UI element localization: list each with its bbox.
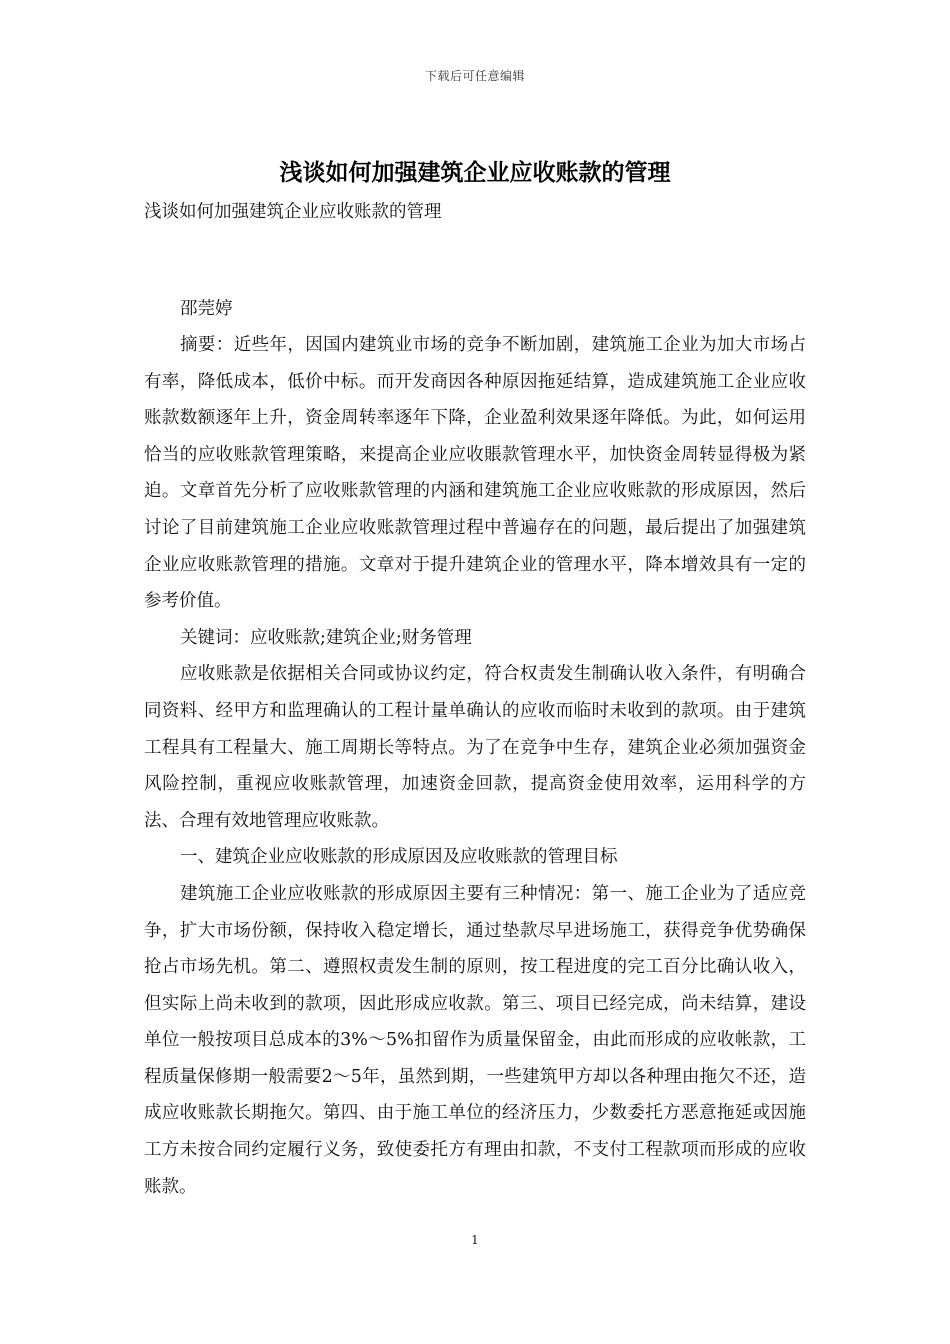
- abstract-paragraph: 摘要：近些年，因国内建筑业市场的竞争不断加剧，建筑施工企业为加大市场占有率，降低成本，低价中标。而开发商因各种原因拖延结算，造成建筑施工企业应收账款数额逐年上升，资金周转率逐年下降，企业盈利效果逐年降低。为此，如何运用恰当的应收账款管理策略，来提高企业应收賬款管理水平，加快资金周转显得极为紧迫。文章首先分析了应收账款管理的内涵和建筑施工企业应收账款的形成原因，然后讨论了目前建筑施工企业应收账款管理过程中普遍存在的问题，最后提出了加强建筑企业应收账款管理的措施。文章对于提升建筑企业的管理水平，降本增效具有一定的参考价值。: [144, 335, 806, 612]
- intro-paragraph: 应收账款是依据相关合同或协议约定，符合权责发生制确认收入条件，有明确合同资料、经甲方和监理确认的工程计量单确认的应收而临时未收到的款项。由于建筑工程具有工程量大、施工周期长等特点。为了在竞争中生存，建筑企业必须加强资金风险控制，重视应收账款管理，加速资金回款，提高资金使用效率，运用科学的方法、合理有效地管理应收账款。: [144, 664, 806, 831]
- document-subtitle: 浅谈如何加强建筑企业应收账款的管理: [144, 202, 442, 222]
- document-body: [144, 197, 806, 1205]
- document-title: 浅谈如何加强建筑企业应收账款的管理: [279, 159, 671, 186]
- section-1-paragraph: 建筑施工企业应收账款的形成原因主要有三种情况：第一、施工企业为了适应竞争，扩大市场份额，保持收入稳定增长，通过垫款尽早进场施工，获得竞争优势确保抢占市场先机。第二、遵照权责发生制的原则，按工程进度的完工百分比确认收入，但实际上尚未收到的款项，因此形成应收款。第三、项目已经完成，尚未结算，建设单位一般按项目总成本的3%～5%扣留作为质量保留金，由此而形成的应收帐款，工程质量保修期一般需要2～5年，虽然到期，一些建筑甲方却以各种理由拖欠不还，造成应收账款长期拖欠。第四、由于施工单位的经济压力，少数委托方恶意拖延或因施工方未按合同约定履行义务，致使委托方有理由扣款，不支付工程款项而形成的应收账款。: [144, 883, 806, 1197]
- page-number: 1: [471, 1233, 479, 1247]
- author-name: 邵莞婷: [180, 299, 233, 319]
- header-note: 下载后可任意编辑: [424, 69, 525, 83]
- section-1-heading: 一、建筑企业应收账款的形成原因及应收账款的管理目标: [180, 847, 618, 868]
- keywords-line: 关键词：应收账款;建筑企业;财务管理: [180, 627, 472, 648]
